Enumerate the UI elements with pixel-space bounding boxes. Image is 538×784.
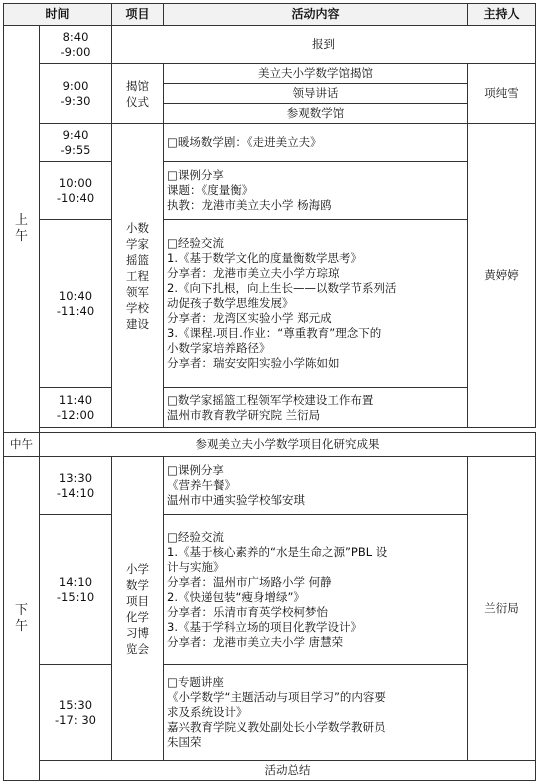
header-item: 项目 — [112, 4, 164, 26]
noon-content: 参观美立夫小学数学项目化研究成果 — [40, 433, 536, 457]
content-cell: □ 暖场数学剧：《走进美立夫》 — [164, 124, 468, 162]
time-cell: 8:40 -9:00 — [40, 26, 112, 64]
content-cell: 参观数学馆 — [164, 104, 468, 124]
schedule-table — [3, 3, 536, 781]
period-morning: 上 午 — [4, 26, 40, 433]
host-cell: 项纯雪 — [468, 64, 536, 124]
time-cell: 9:00 -9:30 — [40, 64, 112, 124]
content-cell: □ 课例分享 课题：《度量衡》 执教：龙港市美立夫小学 杨海鸥 — [164, 162, 468, 220]
row-opening — [4, 64, 536, 84]
period-afternoon: 下 午 — [4, 457, 40, 781]
row-warmup — [4, 124, 536, 162]
time-cell: 11:40 -12:00 — [40, 388, 112, 428]
row-lecture — [4, 665, 536, 761]
row-afternoon-experience — [4, 515, 536, 665]
time-cell: 15:30 -17: 30 — [40, 665, 112, 761]
content-cell: □ 专题讲座 《小学数学“主题活动与项目学习”的内容要 求及系统设计》 嘉兴教育学院义教处副处长小学数学教研员 朱国荣 — [164, 665, 468, 761]
summary-cell: 活动总结 — [40, 761, 536, 781]
header-row — [4, 4, 536, 26]
content-cell: □ 经验交流 1.《基于核心素养的“水是生命之源”PBL 设 计与实施》 分享者：温州市广场路小学 何静 2.《快递包装“瘦身增绿”》 分享者：乐清市育英学校柯梦怡 3.《基于学科立场的项目化教学设计》 分享者：龙港市美立夫小学 唐慧荣 — [164, 515, 468, 665]
time-cell: 10:40 -11:40 — [40, 220, 112, 388]
header-host: 主持人 — [468, 4, 536, 26]
row-afternoon-lesson — [4, 457, 536, 515]
content-cell: 领导讲话 — [164, 84, 468, 104]
row-noon — [4, 433, 536, 457]
time-cell: 10:00 -10:40 — [40, 162, 112, 220]
item-opening-ceremony: 揭馆 仪式 — [112, 64, 164, 124]
period-noon: 中午 — [4, 433, 40, 457]
time-cell: 13:30 -14:10 — [40, 457, 112, 515]
host-cell: 黄婷婷 — [468, 124, 536, 428]
row-lesson — [4, 162, 536, 220]
header-content: 活动内容 — [164, 4, 468, 26]
spacer-row — [4, 429, 536, 431]
content-cell: □ 数学家摇篮工程领军学校建设工作布置 温州市教育教学研究院 兰衍局 — [164, 388, 468, 428]
spacer-row — [4, 428, 536, 430]
host-cell: 兰衍局 — [468, 457, 536, 761]
row-experience — [4, 220, 536, 388]
registration-cell: 报到 — [112, 26, 536, 64]
row-summary — [4, 761, 536, 781]
content-cell: □ 经验交流 1.《基于数学文化的度量衡数学思考》 分享者：龙港市美立夫小学方琮琼 2.《向下扎根，向上生长——以数学节系列活 动促孩子数学思维发展》 分享者：龙湾区实验小学 郑元成 3.《课程.项目.作业：“尊重教育”理念下的 小数学家培养路径》 分享者：瑞安安阳实验小学陈如如 — [164, 220, 468, 388]
row-assignment — [4, 388, 536, 428]
item-project-expo: 小学 数学 项目 化学 习博 览会 — [112, 457, 164, 761]
content-cell: □ 课例分享 《营养午餐》 温州市中通实验学校邹安琪 — [164, 457, 468, 515]
content-cell: 美立夫小学数学馆揭馆 — [164, 64, 468, 84]
time-cell: 9:40 -9:55 — [40, 124, 112, 162]
row-registration — [4, 26, 536, 64]
time-cell: 14:10 -15:10 — [40, 515, 112, 665]
header-time: 时间 — [4, 4, 112, 26]
item-math-cradle: 小数 学家 摇篮 工程 领军 学校 建设 — [112, 124, 164, 428]
